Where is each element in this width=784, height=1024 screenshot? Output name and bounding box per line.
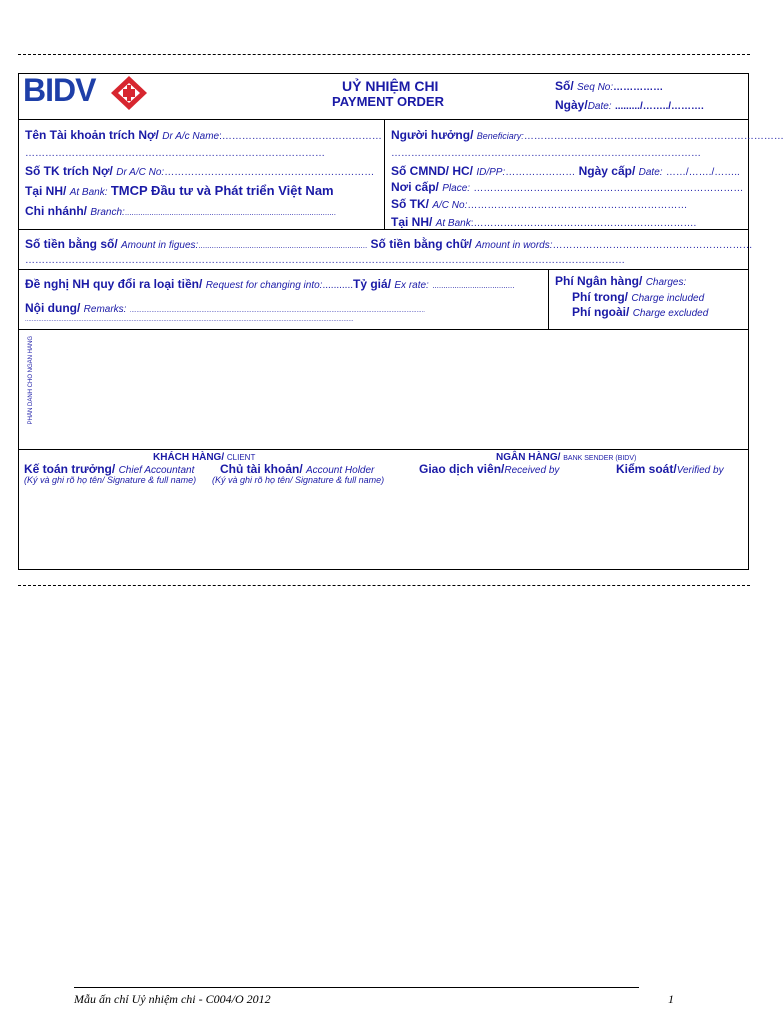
received-by-signature: Giao dịch viên/Received by	[419, 462, 560, 476]
amount-row: Số tiền bằng số/ Amount in figues:............................................................................ Số tiền bằng chữ/ Amount in words:……………………………………………………	[25, 237, 753, 251]
sign-note-holder: (Ký và ghi rõ họ tên/ Signature & full name)	[212, 475, 385, 485]
order-date: Ngày/Date: ........./……../……….	[555, 98, 704, 112]
title-en: PAYMENT ORDER	[332, 94, 444, 109]
beneficiary-place: Nơi cấp/ Place: ………………………………………………………………………	[391, 180, 744, 194]
beneficiary-account: Số TK/ A/C No:…………………………………………………………	[391, 197, 688, 211]
dr-bank: Tại NH/ At Bank: TMCP Đầu tư và Phát triển Việt Nam	[25, 183, 334, 198]
exchange-request: Đề nghị NH quy đổi ra loại tiền/ Request for changing into:...........Tỷ giá/ Ex rate: .....................................	[25, 277, 515, 291]
remarks: Nội dung/ Remarks: .................................................................................................................................................................................	[25, 301, 425, 315]
payment-order-form	[18, 72, 784, 570]
rule	[384, 119, 385, 229]
rule	[548, 269, 549, 329]
client-section-label: KHÁCH HÀNG/ CLIENT	[153, 452, 256, 463]
rule	[19, 269, 748, 270]
sign-note-chief: (Ký và ghi rõ họ tên/ Signature & full name)	[24, 475, 197, 485]
beneficiary-id: Số CMND/ HC/ ID/PP:………………… Ngày cấp/ Date: ……/……./……..	[391, 164, 740, 178]
bidv-diamond-icon	[109, 74, 149, 112]
seq-no: Số/ Seq No:……………	[555, 79, 664, 93]
account-holder-signature: Chủ tài khoản/ Account Holder	[220, 462, 375, 476]
beneficiary-name: Người hưởng/ Beneficiary:……………………………………………………………………	[391, 128, 784, 142]
charge-excluded-option[interactable]: Phí ngoài/ Charge excluded	[572, 305, 709, 319]
rule	[19, 329, 748, 330]
bottom-cut-line	[18, 585, 750, 586]
bidv-logo	[23, 72, 95, 109]
rule	[19, 449, 748, 450]
logo-text: BIDV	[23, 72, 96, 108]
footer-form-name: Mẫu ấn chỉ Uỷ nhiệm chi - C004/O 2012	[74, 992, 271, 1006]
verified-by-signature: Kiểm soát/Verified by	[616, 462, 724, 476]
dr-account-name-line2: ………………………………………………………………………………	[25, 148, 325, 159]
beneficiary-bank: Tại NH/ At Bank:………………………………………………………….	[391, 215, 697, 229]
bank-use-only-note: PHẦN DÀNH CHO NGÂN HÀNG	[28, 336, 34, 425]
title-vn: UỶ NHIỆM CHI	[342, 78, 439, 94]
footer-rule	[74, 987, 639, 988]
top-cut-line	[18, 54, 750, 55]
remarks-line2: .....................................................................................................................................................................................................	[25, 317, 354, 323]
rule	[19, 229, 748, 230]
dr-account-name: Tên Tài khoản trích Nợ/ Dr A/c Name:…………………………………………	[25, 128, 382, 142]
page-number: 1	[668, 992, 674, 1006]
bank-charges: Phí Ngân hàng/ Charges:	[555, 274, 687, 288]
dr-account-no: Số TK trích Nợ/ Dr A/C No:………………………………………………………	[25, 164, 375, 178]
bank-section-label: NGÂN HÀNG/ BANK SENDER (BIDV)	[496, 452, 637, 463]
amount-line2: ………………………………………………………………………………………………………………………………………………………………	[25, 255, 625, 266]
charge-included-option[interactable]: Phí trong/ Charge included	[572, 290, 705, 304]
dr-branch: Chi nhánh/ Branch:...............................................................................................	[25, 204, 336, 218]
beneficiary-name-line2: …………………………………………………………………………………	[391, 148, 701, 159]
chief-accountant-signature: Kế toán trưởng/ Chief Accountant	[24, 462, 195, 476]
